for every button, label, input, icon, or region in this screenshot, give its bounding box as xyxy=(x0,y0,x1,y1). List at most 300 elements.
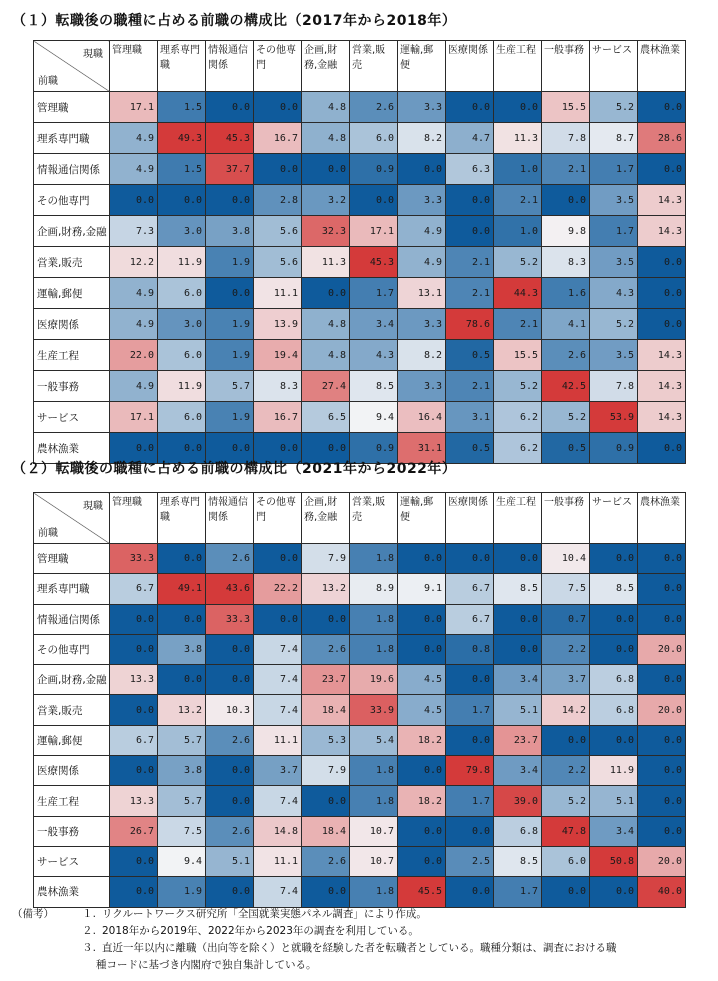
heatmap-cell: 26.7 xyxy=(110,816,158,846)
heatmap-cell: 0.0 xyxy=(590,544,638,574)
heatmap-cell: 40.0 xyxy=(638,877,686,907)
heatmap-cell: 13.1 xyxy=(398,278,446,309)
row-header: 農林漁業 xyxy=(34,433,110,464)
row-header: 企画,財務,金融 xyxy=(34,216,110,247)
heatmap-cell: 11.1 xyxy=(254,278,302,309)
note-text: リクルートワークス研究所「全国就業実態パネル調査」により作成。 xyxy=(102,908,427,920)
heatmap-cell: 1.8 xyxy=(350,786,398,816)
heatmap-cell: 14.2 xyxy=(542,695,590,725)
heatmap-cell: 4.9 xyxy=(110,371,158,402)
column-header: その他専 門 xyxy=(254,493,302,544)
heatmap-cell: 0.0 xyxy=(206,756,254,786)
heatmap-cell: 18.2 xyxy=(398,786,446,816)
heatmap-cell: 3.1 xyxy=(446,402,494,433)
heatmap-cell: 5.4 xyxy=(350,725,398,755)
heatmap-cell: 0.0 xyxy=(638,544,686,574)
heatmap-cell: 0.0 xyxy=(302,604,350,634)
heatmap-cell: 0.0 xyxy=(110,846,158,876)
heatmap-cell: 42.5 xyxy=(542,371,590,402)
heatmap-cell: 3.8 xyxy=(158,634,206,664)
heatmap-cell: 10.7 xyxy=(350,816,398,846)
heatmap-cell: 5.1 xyxy=(494,695,542,725)
corner-current-job-label: 現職 xyxy=(83,501,103,512)
heatmap-cell: 0.0 xyxy=(302,278,350,309)
heatmap-cell: 8.5 xyxy=(494,574,542,604)
heatmap-cell: 47.8 xyxy=(542,816,590,846)
heatmap-cell: 1.8 xyxy=(350,634,398,664)
row-header: 運輸,郵便 xyxy=(34,278,110,309)
heatmap-cell: 0.0 xyxy=(638,309,686,340)
column-header: 農林漁業 xyxy=(638,41,686,92)
heatmap-cell: 3.3 xyxy=(398,371,446,402)
heatmap-cell: 7.8 xyxy=(590,371,638,402)
heatmap-cell: 53.9 xyxy=(590,402,638,433)
heatmap-cell: 7.5 xyxy=(542,574,590,604)
heatmap-cell: 0.0 xyxy=(158,544,206,574)
column-header: 営業,販売 xyxy=(350,41,398,92)
heatmap-cell: 2.6 xyxy=(206,725,254,755)
heatmap-cell: 0.8 xyxy=(446,634,494,664)
notes xyxy=(12,906,702,974)
column-header: 理系専門 職 xyxy=(158,41,206,92)
heatmap-cell: 9.4 xyxy=(350,402,398,433)
heatmap-cell: 3.5 xyxy=(590,185,638,216)
heatmap-cell: 0.7 xyxy=(542,604,590,634)
table-row xyxy=(34,371,686,402)
heatmap-cell: 0.0 xyxy=(638,725,686,755)
heatmap-cell: 2.6 xyxy=(206,816,254,846)
heatmap-cell: 6.7 xyxy=(110,574,158,604)
note-text: 直近一年以内に離職（出向等を除く）と就職を経験した者を転職者としている。職種分類は、調査における職 xyxy=(102,942,617,954)
heatmap-cell: 33.3 xyxy=(110,544,158,574)
heatmap-cell: 5.2 xyxy=(494,371,542,402)
heatmap-cell: 14.3 xyxy=(638,185,686,216)
table-row xyxy=(34,604,686,634)
heatmap-cell: 0.0 xyxy=(110,877,158,907)
note-text: 2018年から2019年、2022年から2023年の調査を利用している。 xyxy=(102,925,419,937)
column-header: 一般事務 xyxy=(542,493,590,544)
heatmap-cell: 0.0 xyxy=(254,92,302,123)
heatmap-cell: 1.9 xyxy=(206,247,254,278)
heatmap-cell: 3.4 xyxy=(590,816,638,846)
heatmap-cell: 2.1 xyxy=(542,154,590,185)
heatmap-cell: 0.0 xyxy=(110,604,158,634)
heatmap-cell: 0.0 xyxy=(590,604,638,634)
table-row xyxy=(34,402,686,433)
heatmap-cell: 0.5 xyxy=(446,433,494,464)
heatmap-cell: 3.8 xyxy=(206,216,254,247)
heatmap-cell: 7.3 xyxy=(110,216,158,247)
heatmap-cell: 3.0 xyxy=(158,216,206,247)
heatmap-cell: 4.8 xyxy=(302,92,350,123)
table-row xyxy=(34,216,686,247)
heatmap-cell: 1.8 xyxy=(350,877,398,907)
column-header: 企画,財 務,金融 xyxy=(302,41,350,92)
table-row xyxy=(34,123,686,154)
heatmap-cell: 2.1 xyxy=(494,309,542,340)
heatmap-cell: 0.0 xyxy=(398,846,446,876)
heatmap-cell: 0.0 xyxy=(302,786,350,816)
heatmap-cell: 0.0 xyxy=(446,216,494,247)
heatmap-cell: 0.9 xyxy=(350,154,398,185)
table-row xyxy=(34,340,686,371)
heatmap-cell: 8.3 xyxy=(254,371,302,402)
heatmap-cell: 2.6 xyxy=(350,92,398,123)
heatmap-cell: 0.0 xyxy=(494,604,542,634)
heatmap-cell: 6.0 xyxy=(350,123,398,154)
heatmap-cell: 0.0 xyxy=(110,756,158,786)
heatmap-cell: 1.0 xyxy=(494,154,542,185)
table-row xyxy=(34,816,686,846)
note-number: ３. xyxy=(82,942,96,954)
heatmap-cell: 3.3 xyxy=(398,185,446,216)
heatmap-cell: 8.2 xyxy=(398,340,446,371)
heatmap-cell: 1.5 xyxy=(158,92,206,123)
heatmap-cell: 8.7 xyxy=(590,123,638,154)
heatmap-cell: 9.8 xyxy=(542,216,590,247)
heatmap-cell: 14.3 xyxy=(638,371,686,402)
heatmap-cell: 5.1 xyxy=(590,786,638,816)
row-header: 理系専門職 xyxy=(34,123,110,154)
heatmap-cell: 39.0 xyxy=(494,786,542,816)
heatmap-cell: 43.6 xyxy=(206,574,254,604)
row-header: その他専門 xyxy=(34,185,110,216)
column-header: 運輸,郵便 xyxy=(398,41,446,92)
heatmap-cell: 12.2 xyxy=(110,247,158,278)
heatmap-cell: 0.0 xyxy=(446,816,494,846)
heatmap-cell: 11.1 xyxy=(254,846,302,876)
heatmap-cell: 4.9 xyxy=(110,278,158,309)
note-number: ２. xyxy=(82,925,96,937)
heatmap-cell: 2.6 xyxy=(542,340,590,371)
row-header: 情報通信関係 xyxy=(34,154,110,185)
heatmap-cell: 19.4 xyxy=(254,340,302,371)
heatmap-cell: 9.4 xyxy=(158,846,206,876)
column-header: 管理職 xyxy=(110,41,158,92)
column-header: 農林漁業 xyxy=(638,493,686,544)
heatmap-cell: 0.0 xyxy=(110,634,158,664)
heatmap-cell: 0.0 xyxy=(254,433,302,464)
heatmap-cell: 11.3 xyxy=(302,247,350,278)
heatmap-cell: 0.0 xyxy=(398,154,446,185)
row-header: 管理職 xyxy=(34,544,110,574)
heatmap-cell: 0.0 xyxy=(494,544,542,574)
heatmap-cell: 6.0 xyxy=(158,278,206,309)
heatmap-cell: 11.3 xyxy=(494,123,542,154)
heatmap-cell: 0.0 xyxy=(206,665,254,695)
heatmap-cell: 7.9 xyxy=(302,544,350,574)
heatmap-cell: 3.7 xyxy=(254,756,302,786)
heatmap-cell: 0.0 xyxy=(110,185,158,216)
heatmap-cell: 0.0 xyxy=(590,634,638,664)
heatmap-cell: 6.0 xyxy=(158,340,206,371)
heatmap-cell: 13.2 xyxy=(158,695,206,725)
corner-previous-job-label: 前職 xyxy=(38,528,58,539)
heatmap-cell: 7.4 xyxy=(254,634,302,664)
heatmap-cell: 7.4 xyxy=(254,786,302,816)
table1-title: （１）転職後の職種に占める前職の構成比（2017年から2018年） xyxy=(12,13,457,29)
heatmap-cell: 6.0 xyxy=(158,402,206,433)
column-header: 生産工程 xyxy=(494,41,542,92)
heatmap-cell: 20.0 xyxy=(638,634,686,664)
row-header: 管理職 xyxy=(34,92,110,123)
row-header: 一般事務 xyxy=(34,816,110,846)
heatmap-cell: 11.1 xyxy=(254,725,302,755)
heatmap-cell: 2.6 xyxy=(302,634,350,664)
corner-header xyxy=(34,493,110,544)
heatmap-cell: 3.0 xyxy=(158,309,206,340)
heatmap-cell: 0.0 xyxy=(638,574,686,604)
heatmap-cell: 0.0 xyxy=(638,278,686,309)
heatmap-cell: 2.1 xyxy=(494,185,542,216)
heatmap-cell: 2.2 xyxy=(542,756,590,786)
heatmap-cell: 0.0 xyxy=(638,92,686,123)
heatmap-cell: 1.9 xyxy=(206,340,254,371)
heatmap-cell: 4.8 xyxy=(302,309,350,340)
column-header: 生産工程 xyxy=(494,493,542,544)
heatmap-cell: 1.6 xyxy=(542,278,590,309)
heatmap-cell: 0.0 xyxy=(398,756,446,786)
row-header: サービス xyxy=(34,846,110,876)
row-header: 営業,販売 xyxy=(34,247,110,278)
heatmap-cell: 0.0 xyxy=(446,544,494,574)
heatmap-cell: 0.0 xyxy=(446,92,494,123)
heatmap-cell: 17.1 xyxy=(110,92,158,123)
heatmap-cell: 6.0 xyxy=(542,846,590,876)
heatmap-cell: 2.6 xyxy=(302,846,350,876)
heatmap-cell: 4.9 xyxy=(398,216,446,247)
heatmap-cell: 0.0 xyxy=(110,695,158,725)
heatmap-cell: 45.3 xyxy=(350,247,398,278)
heatmap-cell: 8.3 xyxy=(542,247,590,278)
heatmap-cell: 6.8 xyxy=(590,665,638,695)
heatmap-cell: 32.3 xyxy=(302,216,350,247)
row-header: 生産工程 xyxy=(34,340,110,371)
heatmap-cell: 0.0 xyxy=(350,185,398,216)
heatmap-cell: 2.1 xyxy=(446,278,494,309)
heatmap-cell: 27.4 xyxy=(302,371,350,402)
column-header: サービス xyxy=(590,493,638,544)
table-row xyxy=(34,154,686,185)
heatmap-cell: 22.0 xyxy=(110,340,158,371)
table-row xyxy=(34,846,686,876)
heatmap-cell: 0.0 xyxy=(638,247,686,278)
heatmap-cell: 0.9 xyxy=(590,433,638,464)
heatmap-cell: 45.3 xyxy=(206,123,254,154)
heatmap-cell: 11.9 xyxy=(590,756,638,786)
heatmap-cell: 0.0 xyxy=(254,544,302,574)
heatmap-cell: 0.0 xyxy=(446,665,494,695)
heatmap-cell: 0.0 xyxy=(542,725,590,755)
heatmap-cell: 22.2 xyxy=(254,574,302,604)
heatmap-cell: 0.0 xyxy=(158,185,206,216)
heatmap-cell: 0.0 xyxy=(446,185,494,216)
heatmap-cell: 33.3 xyxy=(206,604,254,634)
heatmap-cell: 0.0 xyxy=(398,634,446,664)
heatmap-cell: 10.4 xyxy=(542,544,590,574)
heatmap-cell: 3.4 xyxy=(350,309,398,340)
heatmap-cell: 13.3 xyxy=(110,665,158,695)
heatmap-cell: 0.0 xyxy=(206,786,254,816)
heatmap-cell: 0.9 xyxy=(350,433,398,464)
column-header: 理系専門 職 xyxy=(158,493,206,544)
heatmap-cell: 6.7 xyxy=(446,574,494,604)
heatmap-cell: 2.2 xyxy=(542,634,590,664)
heatmap-cell: 5.2 xyxy=(542,402,590,433)
heatmap-cell: 0.5 xyxy=(542,433,590,464)
table-row xyxy=(34,756,686,786)
row-header: 生産工程 xyxy=(34,786,110,816)
heatmap-cell: 13.9 xyxy=(254,309,302,340)
heatmap-cell: 0.0 xyxy=(638,154,686,185)
note-text-continued: 種コードに基づき内閣府で独自集計している。 xyxy=(96,959,317,971)
heatmap-cell: 18.4 xyxy=(302,695,350,725)
table2-title: （２）転職後の職種に占める前職の構成比（2021年から2022年） xyxy=(12,461,457,477)
notes-label: （備考） xyxy=(12,908,54,920)
heatmap-cell: 50.8 xyxy=(590,846,638,876)
heatmap-cell: 0.0 xyxy=(542,877,590,907)
heatmap-cell: 8.2 xyxy=(398,123,446,154)
heatmap-cell: 0.0 xyxy=(302,433,350,464)
heatmap-cell: 14.3 xyxy=(638,402,686,433)
column-header: 営業,販売 xyxy=(350,493,398,544)
heatmap-cell: 1.8 xyxy=(350,544,398,574)
heatmap-cell: 5.3 xyxy=(302,725,350,755)
column-header: 一般事務 xyxy=(542,41,590,92)
heatmap-cell: 5.7 xyxy=(206,371,254,402)
heatmap-cell: 6.8 xyxy=(494,816,542,846)
row-header: 営業,販売 xyxy=(34,695,110,725)
heatmap-cell: 0.0 xyxy=(638,816,686,846)
heatmap-cell: 3.5 xyxy=(590,247,638,278)
heatmap-cell: 7.4 xyxy=(254,665,302,695)
heatmap-cell: 3.3 xyxy=(398,309,446,340)
heatmap-cell: 7.5 xyxy=(158,816,206,846)
heatmap-cell: 0.0 xyxy=(302,877,350,907)
heatmap-cell: 14.8 xyxy=(254,816,302,846)
heatmap-cell: 4.9 xyxy=(110,154,158,185)
heatmap-cell: 20.0 xyxy=(638,846,686,876)
heatmap-cell: 0.0 xyxy=(638,433,686,464)
heatmap-cell: 23.7 xyxy=(302,665,350,695)
heatmap-cell: 4.9 xyxy=(110,123,158,154)
heatmap-cell: 17.1 xyxy=(350,216,398,247)
column-header: 情報通信 関係 xyxy=(206,41,254,92)
row-header: その他専門 xyxy=(34,634,110,664)
heatmap-cell: 5.7 xyxy=(158,786,206,816)
heatmap-cell: 1.7 xyxy=(494,877,542,907)
table-row xyxy=(34,877,686,907)
heatmap-cell: 4.1 xyxy=(542,309,590,340)
heatmap-cell: 7.4 xyxy=(254,877,302,907)
heatmap-cell: 33.9 xyxy=(350,695,398,725)
heatmap-cell: 1.7 xyxy=(590,154,638,185)
heatmap-cell: 5.7 xyxy=(158,725,206,755)
heatmap-cell: 4.8 xyxy=(302,123,350,154)
heatmap-cell: 16.7 xyxy=(254,123,302,154)
heatmap-cell: 1.9 xyxy=(206,309,254,340)
corner-previous-job-label: 前職 xyxy=(38,76,58,87)
table-row xyxy=(34,544,686,574)
heatmap-cell: 0.0 xyxy=(638,604,686,634)
heatmap-cell: 0.0 xyxy=(254,154,302,185)
heatmap-cell: 0.0 xyxy=(158,604,206,634)
heatmap-cell: 1.7 xyxy=(350,278,398,309)
heatmap-cell: 3.7 xyxy=(542,665,590,695)
heatmap-cell: 0.0 xyxy=(110,433,158,464)
heatmap-cell: 45.5 xyxy=(398,877,446,907)
heatmap-cell: 0.0 xyxy=(398,544,446,574)
heatmap-cell: 2.5 xyxy=(446,846,494,876)
heatmap-cell: 6.7 xyxy=(110,725,158,755)
table-row xyxy=(34,665,686,695)
heatmap-cell: 0.0 xyxy=(494,634,542,664)
heatmap-cell: 3.3 xyxy=(398,92,446,123)
heatmap-cell: 3.8 xyxy=(158,756,206,786)
heatmap-cell: 0.0 xyxy=(590,877,638,907)
heatmap-cell: 15.5 xyxy=(494,340,542,371)
heatmap-cell: 0.0 xyxy=(206,92,254,123)
heatmap-cell: 8.9 xyxy=(350,574,398,604)
heatmap-cell: 4.8 xyxy=(302,340,350,371)
table-row xyxy=(34,278,686,309)
heatmap-cell: 0.0 xyxy=(446,877,494,907)
column-header: 医療関係 xyxy=(446,493,494,544)
note-number: １. xyxy=(82,908,96,920)
row-header: 情報通信関係 xyxy=(34,604,110,634)
column-header: 情報通信 関係 xyxy=(206,493,254,544)
heatmap-cell: 4.3 xyxy=(590,278,638,309)
table-row xyxy=(34,309,686,340)
heatmap-cell: 14.3 xyxy=(638,340,686,371)
heatmap-cell: 4.7 xyxy=(446,123,494,154)
heatmap-cell: 1.9 xyxy=(158,877,206,907)
heatmap-cell: 4.5 xyxy=(398,695,446,725)
heatmap-cell: 0.0 xyxy=(542,185,590,216)
heatmap-cell: 0.0 xyxy=(158,433,206,464)
heatmap-cell: 18.4 xyxy=(302,816,350,846)
heatmap-cell: 0.0 xyxy=(254,604,302,634)
heatmap-cell: 5.2 xyxy=(542,786,590,816)
heatmap-cell: 6.2 xyxy=(494,402,542,433)
heatmap-cell: 78.6 xyxy=(446,309,494,340)
row-header: 農林漁業 xyxy=(34,877,110,907)
heatmap-cell: 13.3 xyxy=(110,786,158,816)
heatmap-cell: 2.1 xyxy=(446,371,494,402)
heatmap-cell: 6.2 xyxy=(494,433,542,464)
table-row xyxy=(34,92,686,123)
column-header: その他専 門 xyxy=(254,41,302,92)
heatmap-cell: 5.2 xyxy=(590,309,638,340)
heatmap-cell: 1.5 xyxy=(158,154,206,185)
heatmap-cell: 17.1 xyxy=(110,402,158,433)
heatmap-cell: 5.1 xyxy=(206,846,254,876)
table-row xyxy=(34,247,686,278)
heatmap-cell: 0.0 xyxy=(398,816,446,846)
row-header: 医療関係 xyxy=(34,309,110,340)
heatmap-cell: 79.8 xyxy=(446,756,494,786)
heatmap-cell: 2.6 xyxy=(206,544,254,574)
heatmap-cell: 7.9 xyxy=(302,756,350,786)
heatmap-cell: 9.1 xyxy=(398,574,446,604)
heatmap-cell: 3.5 xyxy=(590,340,638,371)
heatmap-cell: 13.2 xyxy=(302,574,350,604)
heatmap-cell: 10.7 xyxy=(350,846,398,876)
heatmap-cell: 8.5 xyxy=(590,574,638,604)
heatmap-cell: 1.7 xyxy=(590,216,638,247)
heatmap-cell: 0.0 xyxy=(638,756,686,786)
heatmap-cell: 7.4 xyxy=(254,695,302,725)
